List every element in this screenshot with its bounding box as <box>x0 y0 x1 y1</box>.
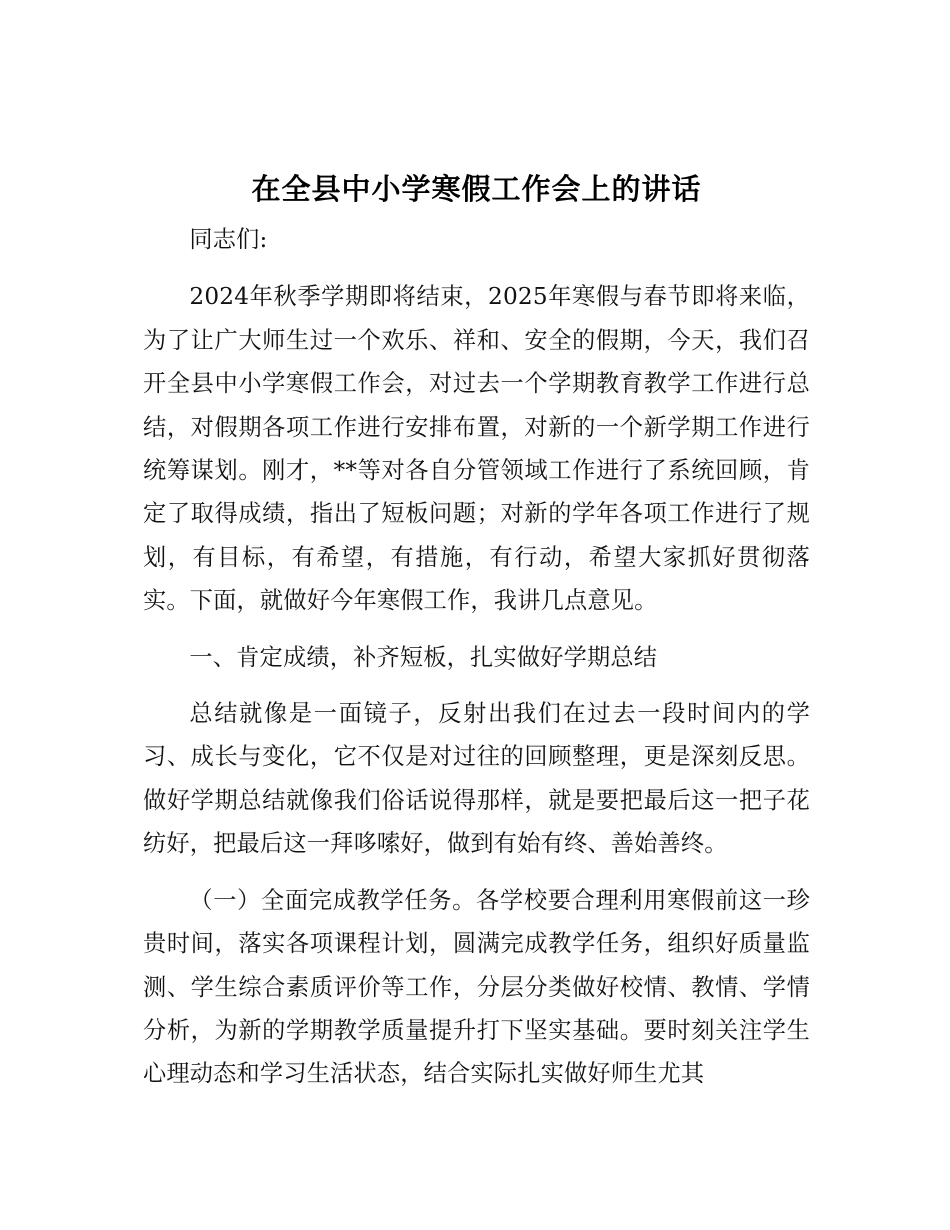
section-heading: 一、肯定成绩，补齐短板，扎实做好学期总结 <box>189 643 658 671</box>
body-paragraph-teaching-tasks: （一）全面完成教学任务。各学校要合理利用寒假前这一珍贵时间，落实各项课程计划，圆满完成教学任务，组织好质量监测、学生综合素质评价等工作，分层分类做好校情、教情、学情分析，为新的学期教学质量提升打下坚实基础。要时刻关注学生心理动态和学习生活状态，结合实际扎实做好师生尤其 <box>143 886 810 1088</box>
body-paragraph-intro: 2024年秋季学期即将结束，2025年寒假与春节即将来临，为了让广大师生过一个欢乐、祥和、安全的假期，今天，我们召开全县中小学寒假工作会，对过去一个学期教育教学工作进行总结，对假期各项工作进行安排布置，对新的一个新学期工作进行统筹谋划。刚才，**等对各自分管领域工作进行了系统回顾，肯定了取得成绩，指出了短板问题；对新的学年各项工作进行了规划，有目标，有希望，有措施，有行动，希望大家抓好贯彻落实。下面，就做好今年寒假工作，我讲几点意见。 <box>143 283 810 615</box>
greeting: 同志们: <box>189 226 268 253</box>
document-title: 在全县中小学寒假工作会上的讲话 <box>251 172 702 206</box>
document-page <box>143 166 810 1096</box>
body-paragraph-summary: 总结就像是一面镜子，反射出我们在过去一段时间内的学习、成长与变化，它不仅是对过往的回顾整理，更是深刻反思。做好学期总结就像我们俗话说得那样，就是要把最后这一把子花纺好，把最后这一拜哆嗦好，做到有始有终、善始善终。 <box>143 700 810 858</box>
